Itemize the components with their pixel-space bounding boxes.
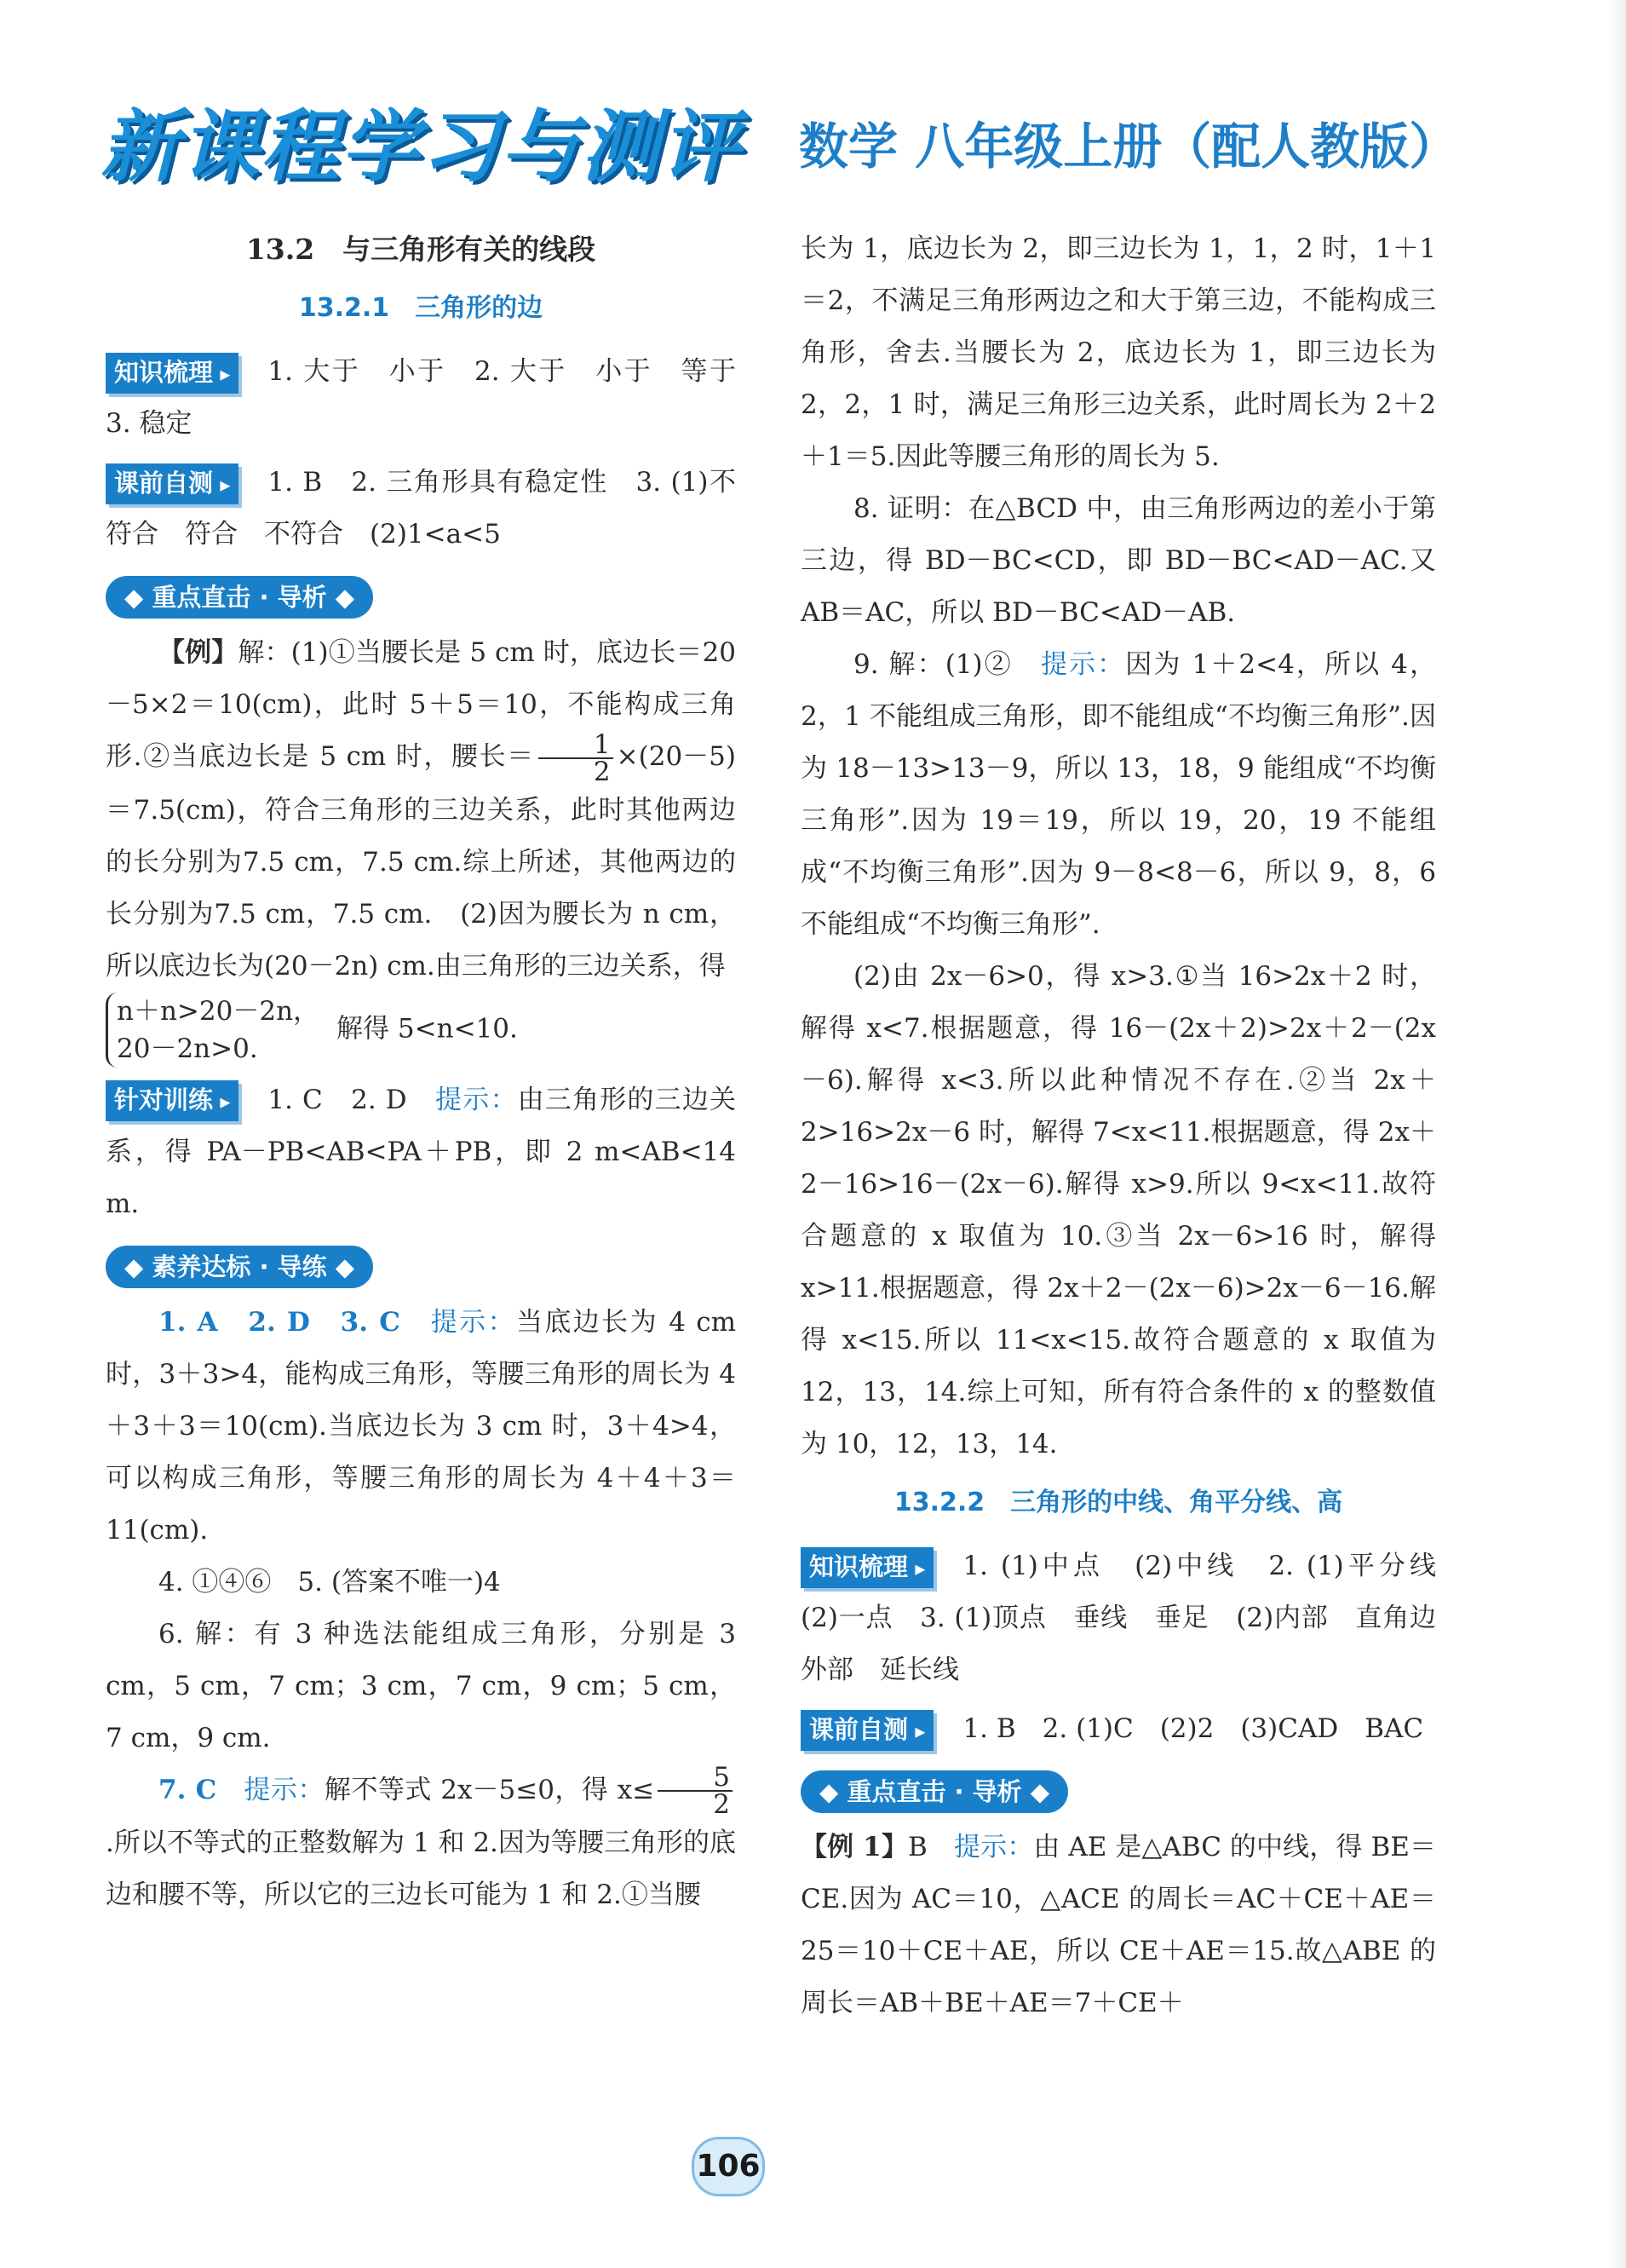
suyang-7-hint: 提示：	[244, 1774, 325, 1805]
suyang-1-hint: 提示：	[430, 1306, 516, 1338]
zhendui-tag: 针对训练 ▸	[106, 1080, 238, 1121]
kebian-block	[106, 457, 736, 561]
fraction-five-halves	[658, 1762, 733, 1820]
suyang-7-text-b: 解不等式 2x－5≤0，得 x≤	[324, 1774, 655, 1805]
zhendui-block	[106, 1074, 736, 1230]
example-1-paragraph	[801, 1822, 1436, 2029]
answer-9-hint: 提示：	[1040, 649, 1126, 680]
page-edge-shadow	[1609, 0, 1626, 2268]
zhishi-block	[106, 346, 762, 450]
suyang-answer-7	[106, 1764, 736, 1922]
sub-section-title-2: 13.2.2 三角形的中线、角平分线、高	[893, 1488, 1343, 1517]
system-line-2: 20－2n>0.	[117, 1033, 258, 1064]
section-title: 13.2 与三角形有关的线段	[245, 233, 596, 266]
zhongdian-pill: ◆ 重点直击 · 导析 ◆	[106, 576, 373, 619]
kebian-block-2	[801, 1703, 1436, 1755]
suyang-pill: ◆ 素养达标 · 导练 ◆	[106, 1246, 373, 1288]
example-1-text: 由 AE 是△ABC 的中线，得 BE＝CE.因为 AC＝10，△ACE 的周长＝AC＋CE＋AE＝25＝10＋CE＋AE，所以 CE＋AE＝15.故△ABE 的周长＝AB＋BE＋AE＝7＋CE＋	[801, 1832, 1436, 2018]
zhendui-text: 1. C 2. D	[267, 1084, 436, 1115]
example-1-hint: 提示：	[953, 1832, 1034, 1862]
suyang-answer-1	[106, 1297, 736, 1557]
zhongdian-pill-2: ◆ 重点直击 · 导析 ◆	[801, 1770, 1068, 1813]
subject-title: 数学 八年级上册（配人教版）	[799, 118, 1459, 176]
book-brand-title: 新课程学习与测评	[101, 101, 742, 193]
example-1-label: 【例 1】	[801, 1832, 908, 1862]
answer-8: 8. 证明：在△BCD 中，由三角形两边的差小于第三边，得 BD－BC<CD，即 BD－BC<AD－AC.又 AB＝AC，所以 BD－BC<AD－AB.	[801, 493, 1436, 628]
continued-paragraph: 长为 1，底边长为 2，即三边长为 1，1，2 时，1＋1＝2，不满足三角形两边之和大于第三边，不能构成三角形，舍去.当腰长为 2，底边长为 1，即三边长为 2，2，1 时，满足三角形三边关系，此时周长为 2＋2＋1＝5.因此等腰三角形的周长为 5.	[801, 233, 1436, 472]
zhendui-hint: 提示：	[435, 1084, 518, 1115]
zhishi-text: 1. 大于 小于 2. 大于 小于 等于 3. 稳定	[106, 356, 762, 439]
left-column	[106, 223, 762, 1921]
right-column	[801, 223, 1462, 2029]
example-text-2: ×(20－5)＝7.5(cm)，符合三角形的三边关系，此时其他两边的长分别为7.5 cm，7.5 cm.综上所述，其他两边的长分别为7.5 cm，7.5 cm. (2)因为腰长为 n cm，所以底边长为(20－2n) cm.由三角形的三边关系，得	[106, 741, 736, 981]
system-result: 解得 5<n<10.	[336, 1013, 518, 1044]
page-number: 106	[692, 2137, 765, 2196]
equation-system	[106, 993, 319, 1068]
answer-9-a: 9. 解：(1)②	[853, 649, 1041, 680]
example-label: 【例】	[158, 637, 238, 668]
kebian-text-2: 1. B 2. (1)C (2)2 (3)CAD BAC	[962, 1713, 1424, 1744]
zhishi-tag-2: 知识梳理 ▸	[801, 1547, 934, 1588]
suyang-1-rest: 当底边长为 4 cm 时，3＋3>4，能构成三角形，等腰三角形的周长为 4＋3＋3＝10(cm).当底边长为 3 cm 时，3＋4>4，可以构成三角形，等腰三角形的周长为 4＋4＋3＝11(cm).	[106, 1306, 736, 1546]
answer-9-b: 因为 1＋2<4，所以 4，2，1 不能组成三角形，即不能组成“不均衡三角形”.因为 18－13>13－9，所以 13，18，9 能组成“不均衡三角形”.因为 19＝19，所以 19，20，19 不能组成“不均衡三角形”.因为 9－8<8－6，所以 9，8，6 不能组成“不均衡三角形”.	[801, 649, 1436, 940]
suyang-7-num: 7. C	[158, 1774, 244, 1805]
equation-system-line	[106, 993, 736, 1068]
example-1-answer: B	[907, 1832, 954, 1862]
page-header	[101, 101, 1459, 194]
sub-section-title: 13.2.1 三角形的边	[298, 293, 543, 323]
system-line-1: n＋n>20－2n，	[117, 995, 320, 1027]
suyang-answer-4: 4. ①④⑥ 5. (答案不唯一)4	[158, 1566, 501, 1597]
example-paragraph	[106, 627, 736, 993]
example-text-1: 解：(1)①当腰长是 5 cm 时，底边长＝20－5×2＝10(cm)，此时 5＋5＝10，不能构成三角形.②当底边长是 5 cm 时，腰长＝	[106, 637, 736, 772]
zhendui-rest: 由三角形的三边关系，得 PA－PB<AB<PA＋PB，即 2 m<AB<14 m.	[106, 1084, 737, 1219]
kebian-text: 1. B 2. 三角形具有稳定性 3. (1)不符合 符合 不符合 (2)1<a<5	[106, 467, 736, 550]
kebian-tag-2: 课前自测 ▸	[801, 1710, 934, 1751]
suyang-1-nums: 1. A 2. D 3. C	[158, 1306, 431, 1338]
zhishi-block-2	[801, 1540, 1462, 1696]
suyang-answer-6: 6. 解：有 3 种选法能组成三角形，分别是 3 cm，5 cm，7 cm；3 cm，7 cm，9 cm；5 cm，7 cm，9 cm.	[106, 1618, 736, 1753]
frac-top: 1	[538, 732, 613, 759]
suyang-7-text-c: .所以不等式的正整数解为 1 和 2.因为等腰三角形的底边和腰不等，所以它的三边长可能为 1 和 2.①当腰	[106, 1828, 736, 1910]
kebian-tag: 课前自测 ▸	[106, 463, 238, 504]
frac-bottom: 2	[713, 1789, 731, 1820]
answer-9-part-2: (2)由 2x－6>0，得 x>3.①当 16>2x＋2 时，解得 x<7.根据题意，得 16－(2x＋2)>2x＋2－(2x－6).解得 x<3.所以此种情况不存在.②当 2x＋2>16>2x－6 时，解得 7<x<11.根据题意，得 2x＋2－16>16－(2x－6).解得 x>9.所以 9<x<11.故符合题意的 x 取值为 10.③当 2x－6>16 时，解得 x>11.根据题意，得 2x＋2－(2x－6)>2x－6－16.解得 x<15.所以 11<x<15.故符合题意的 x 取值为 12，13，14.综上可知，所有符合条件的 x 的整数值为 10，12，13，14.	[801, 961, 1436, 1459]
fraction-one-half	[538, 728, 613, 787]
zhishi-tag: 知识梳理 ▸	[106, 353, 238, 394]
frac-bottom: 2	[593, 756, 611, 787]
answer-9	[801, 639, 1436, 951]
frac-top: 5	[658, 1764, 733, 1792]
zhishi-text-2: 1. (1)中点 (2)中线 2. (1)平分线 (2)一点 3. (1)顶点 垂线 垂足 (2)内部 直角边 外部 延长线	[801, 1551, 1462, 1685]
